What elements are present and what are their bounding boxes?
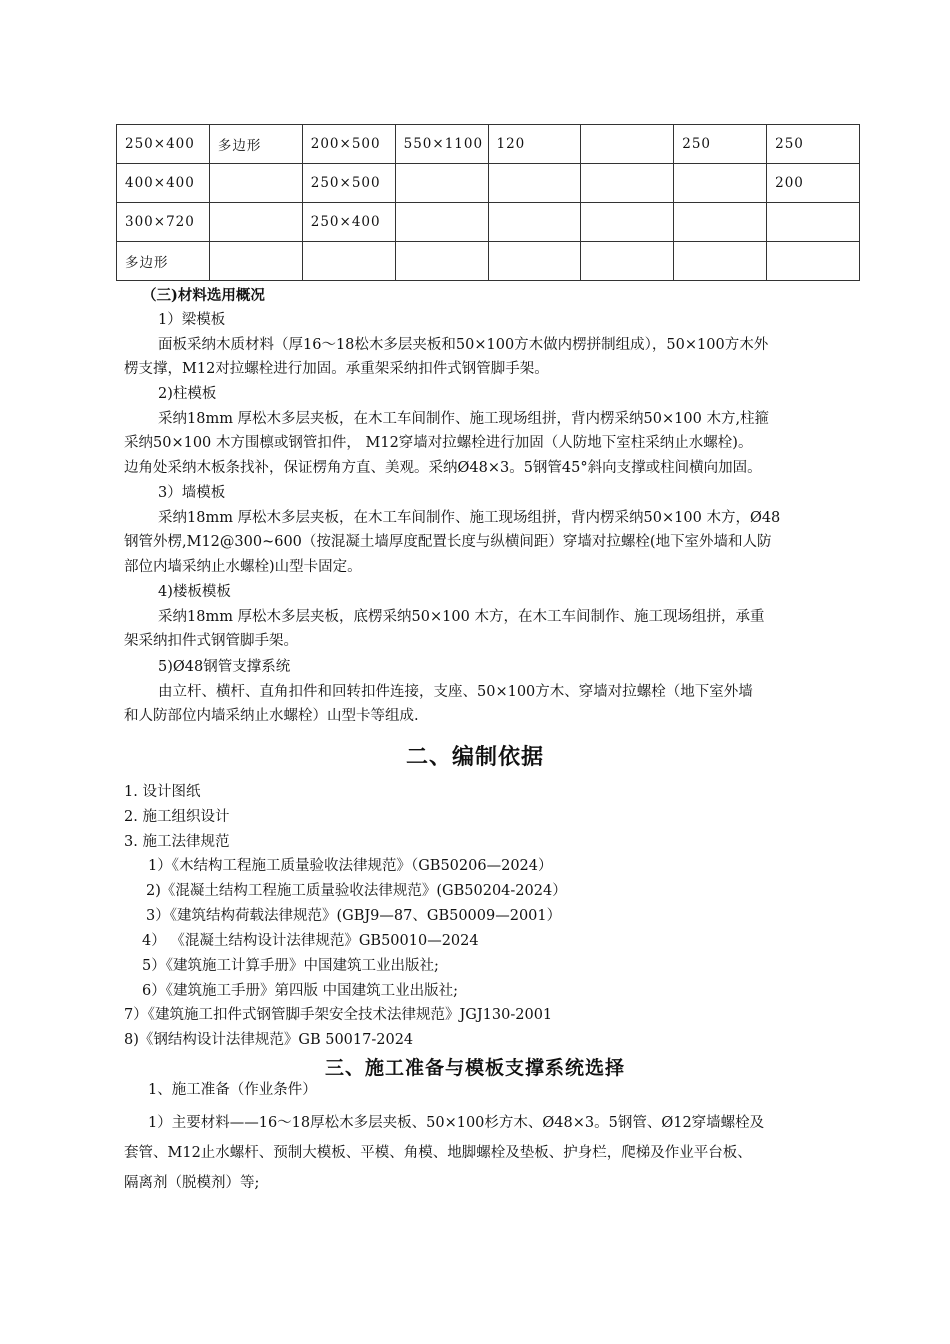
basis-item: 2. 施工组织设计 xyxy=(124,809,230,825)
table-cell: 200 xyxy=(767,164,860,203)
table-cell: 120 xyxy=(488,125,581,164)
table-row xyxy=(117,125,860,164)
wall-formwork-text: 钢管外楞,M12@300~600（按混凝土墙厚度配置长度与纵横间距）穿墙对拉螺栓(地下室外墙和人防 xyxy=(124,534,772,550)
column-formwork-text: 采纳50×100 木方围檩或钢管扣件， M12穿墙对拉螺栓进行加固（人防地下室柱采纳止水螺栓)。 xyxy=(124,435,753,451)
slab-formwork-text: 架采纳扣件式钢管脚手架。 xyxy=(124,633,298,649)
section-title-preparation: 三、施工准备与模板支撑系统选择 xyxy=(324,1057,625,1079)
table-cell xyxy=(581,125,674,164)
basis-reference: 1）《木结构工程施工质量验收法律规范》（GB50206—2024） xyxy=(148,858,553,874)
table-cell xyxy=(302,242,395,281)
basis-reference: 5）《建筑施工计算手册》中国建筑工业出版社; xyxy=(142,958,439,974)
table-cell: 250×400 xyxy=(302,203,395,242)
table-cell xyxy=(395,164,488,203)
preparation-text: 套管、M12止水螺杆、预制大模板、平模、角模、地脚螺栓及垫板、护身栏，爬梯及作业平台板、 xyxy=(124,1145,752,1161)
table-cell: 多边形 xyxy=(209,125,302,164)
column-formwork-title: 2)柱模板 xyxy=(158,386,217,402)
table-cell: 200×500 xyxy=(302,125,395,164)
basis-reference: 4） 《混凝土结构设计法律规范》GB50010—2024 xyxy=(142,933,479,949)
beam-formwork-title: 1）梁模板 xyxy=(158,312,226,328)
pipe-support-text: 和人防部位内墙采纳止水螺栓）山型卡等组成. xyxy=(124,708,419,724)
basis-reference: 7）《建筑施工扣件式钢管脚手架安全技术法律规范》JGJ130-2001 xyxy=(124,1007,553,1023)
table-cell xyxy=(209,203,302,242)
table-row xyxy=(117,203,860,242)
section-heading-materials: （三)材料选用概况 xyxy=(142,287,265,304)
basis-reference: 8)《钢结构设计法律规范》GB 50017-2024 xyxy=(124,1032,414,1048)
table-cell xyxy=(209,242,302,281)
table-cell xyxy=(581,242,674,281)
table-cell: 多边形 xyxy=(117,242,210,281)
wall-formwork-title: 3）墙模板 xyxy=(158,485,226,501)
table-cell: 250×500 xyxy=(302,164,395,203)
preparation-subtitle: 1、施工准备（作业条件） xyxy=(148,1082,317,1098)
basis-reference: 3）《建筑结构荷载法律规范》(GBJ9—87、GB50009—2001） xyxy=(146,908,562,924)
table-cell xyxy=(488,164,581,203)
wall-formwork-text: 采纳18mm 厚松木多层夹板，在木工车间制作、施工现场组拼，背内楞采纳50×100 木方，Ø48 xyxy=(158,510,781,526)
table-cell: 300×720 xyxy=(117,203,210,242)
dimension-table xyxy=(116,124,860,281)
beam-formwork-text: 楞支撑，M12对拉螺栓进行加固。承重架采纳扣件式钢管脚手架。 xyxy=(124,361,549,377)
table-cell xyxy=(581,203,674,242)
table-cell: 550×1100 xyxy=(395,125,488,164)
table-cell xyxy=(767,203,860,242)
table-cell xyxy=(209,164,302,203)
section-title-basis: 二、编制依据 xyxy=(405,744,544,770)
table-cell: 400×400 xyxy=(117,164,210,203)
pipe-support-title: 5)Ø48钢管支撑系统 xyxy=(158,659,291,675)
beam-formwork-text: 面板采纳木质材料（厚16～18松木多层夹板和50×100方木做内楞拼制组成），50×100方木外 xyxy=(158,337,769,353)
table-row xyxy=(117,242,860,281)
basis-reference: 2)《混凝土结构工程施工质量验收法律规范》(GB50204-2024） xyxy=(146,883,567,899)
table-cell xyxy=(674,164,767,203)
preparation-text: 隔离剂（脱模剂）等; xyxy=(124,1175,260,1191)
preparation-text: 1）主要材料——16～18厚松木多层夹板、50×100杉方木、Ø48×3。5钢管、Ø12穿墙螺栓及 xyxy=(148,1115,765,1131)
table-cell xyxy=(395,242,488,281)
basis-item: 1. 设计图纸 xyxy=(124,784,201,800)
table-cell: 250 xyxy=(767,125,860,164)
table-cell xyxy=(674,242,767,281)
table-cell xyxy=(767,242,860,281)
table-cell xyxy=(488,203,581,242)
wall-formwork-text: 部位内墙采纳止水螺栓)山型卡固定。 xyxy=(124,559,362,575)
column-formwork-text: 采纳18mm 厚松木多层夹板，在木工车间制作、施工现场组拼，背内楞采纳50×100 木方,柱箍 xyxy=(158,411,770,427)
slab-formwork-text: 采纳18mm 厚松木多层夹板，底楞采纳50×100 木方，在木工车间制作、施工现场组拼，承重 xyxy=(158,609,765,625)
slab-formwork-title: 4)楼板模板 xyxy=(158,584,231,600)
column-formwork-text: 边角处采纳木板条找补，保证楞角方直、美观。采纳Ø48×3。5钢管45°斜向支撑或柱间横向加固。 xyxy=(124,460,762,476)
basis-item: 3. 施工法律规范 xyxy=(124,834,230,850)
table-cell: 250 xyxy=(674,125,767,164)
basis-reference: 6）《建筑施工手册》第四版 中国建筑工业出版社; xyxy=(142,983,458,999)
pipe-support-text: 由立杆、横杆、直角扣件和回转扣件连接，支座、50×100方木、穿墙对拉螺栓（地下室外墙 xyxy=(158,684,753,700)
table-row xyxy=(117,164,860,203)
table-cell xyxy=(395,203,488,242)
table-cell xyxy=(674,203,767,242)
table-cell xyxy=(488,242,581,281)
table-cell: 250×400 xyxy=(117,125,210,164)
table-cell xyxy=(581,164,674,203)
